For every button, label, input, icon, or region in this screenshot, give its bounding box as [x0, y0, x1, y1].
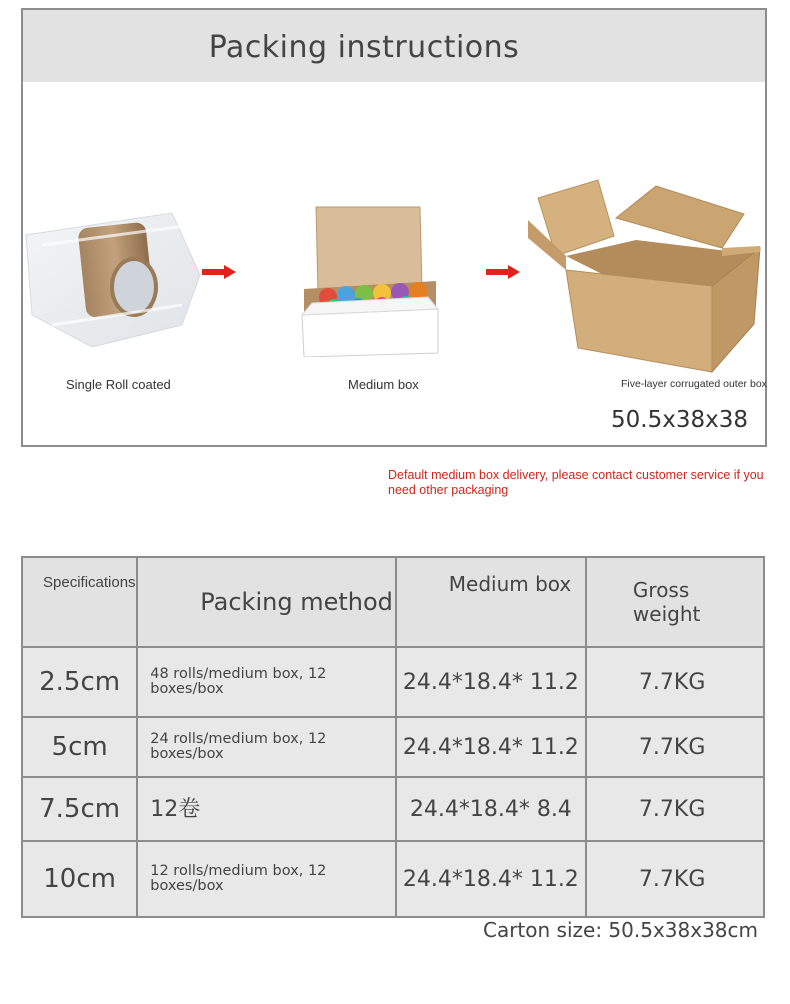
cell-box: 24.4*18.4* 11.2 — [396, 647, 586, 717]
cell-method: 48 rolls/medium box, 12 boxes/box — [137, 647, 396, 717]
column-header-specifications: Specifications — [22, 557, 137, 647]
outer-box-size: 50.5x38x38 — [611, 407, 748, 433]
step-label-single-roll: Single Roll coated — [66, 377, 171, 392]
table-row — [22, 841, 764, 917]
cell-method: 12卷 — [137, 777, 396, 841]
cell-box: 24.4*18.4* 11.2 — [396, 717, 586, 777]
step-label-medium-box: Medium box — [348, 377, 419, 392]
packaging-note: Default medium box delivery, please contact customer service if you need other packaging — [388, 468, 764, 497]
column-header-gross-weight: Gross weight — [586, 557, 764, 647]
cell-method: 12 rolls/medium box, 12 boxes/box — [137, 841, 396, 917]
table-row — [22, 777, 764, 841]
cell-method: 24 rolls/medium box, 12 boxes/box — [137, 717, 396, 777]
step-label-outer-box: Five-layer corrugated outer box — [621, 378, 767, 390]
arrow-right-icon — [486, 265, 520, 279]
medium-box-image — [300, 205, 440, 357]
cell-box: 24.4*18.4* 8.4 — [396, 777, 586, 841]
cell-weight: 7.7KG — [586, 647, 764, 717]
carton-size: Carton size: 50.5x38x38cm — [482, 918, 758, 942]
cell-spec: 2.5cm — [22, 647, 137, 717]
cell-spec: 10cm — [22, 841, 137, 917]
cell-weight: 7.7KG — [586, 777, 764, 841]
page-title: Packing instructions — [208, 29, 520, 65]
cell-weight: 7.7KG — [586, 841, 764, 917]
cell-spec: 5cm — [22, 717, 137, 777]
table-row — [22, 717, 764, 777]
cell-box: 24.4*18.4* 11.2 — [396, 841, 586, 917]
single-roll-image — [22, 205, 202, 350]
table-row — [22, 647, 764, 717]
cell-spec: 7.5cm — [22, 777, 137, 841]
outer-carton-image — [526, 178, 762, 374]
arrow-right-icon — [202, 265, 236, 279]
page-header — [21, 8, 767, 86]
cell-weight: 7.7KG — [586, 717, 764, 777]
table-header-row — [22, 557, 764, 647]
column-header-medium-box: Medium box — [396, 557, 586, 647]
specifications-table — [21, 556, 765, 918]
column-header-packing-method: Packing method — [137, 557, 396, 647]
